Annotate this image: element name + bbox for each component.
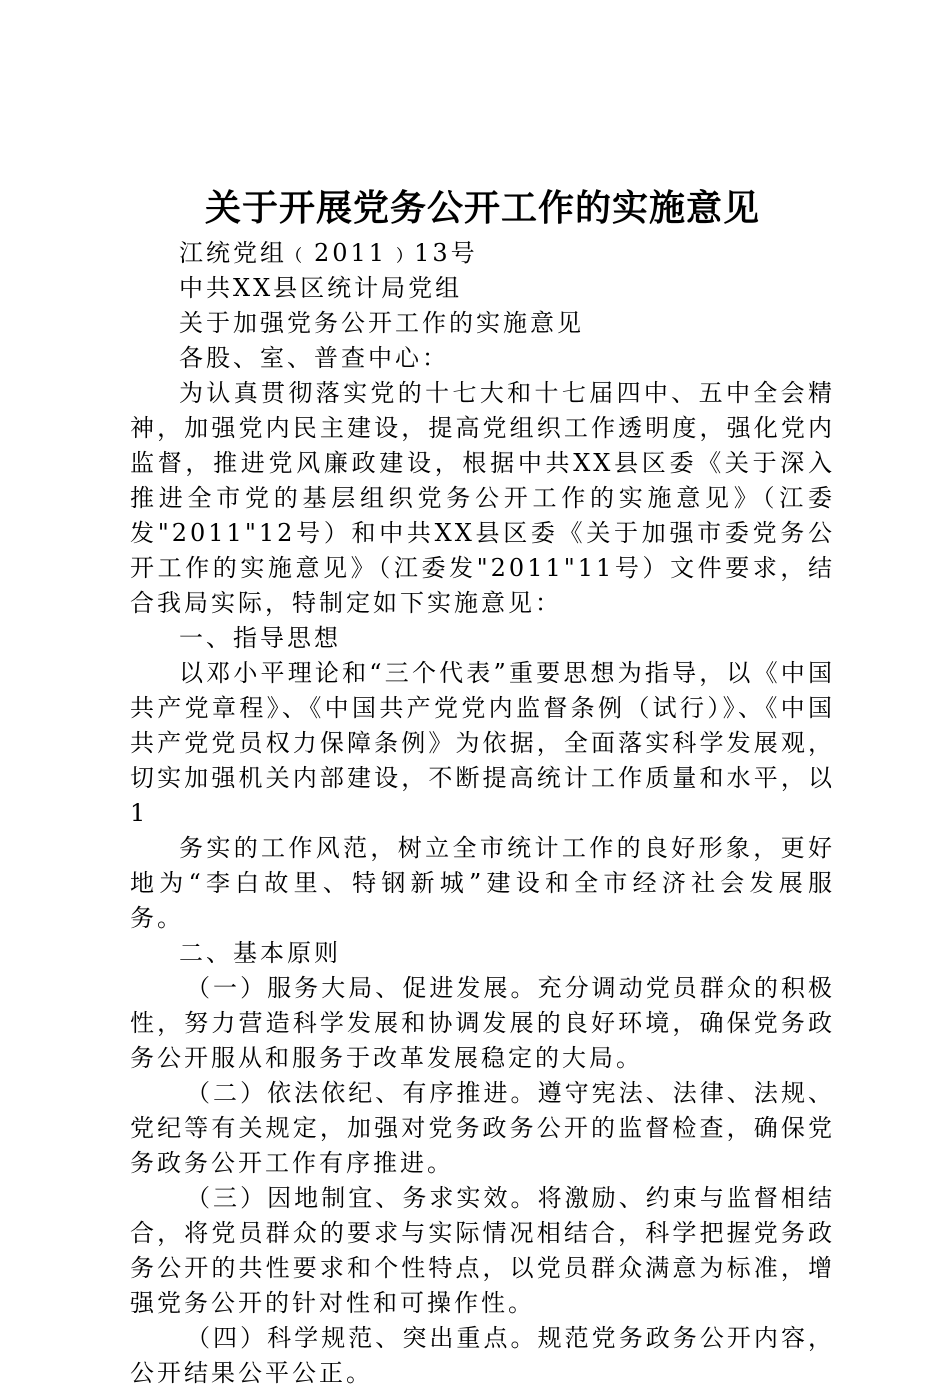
intro-paragraph: 为认真贯彻落实党的十七大和十七届四中、五中全会精神，加强党内民主建设，提高党组织工作透明度，强化党内监督，推进党风廉政建设，根据中共XX县区委《关于深入推进全市党的基层组织党务公开工作的实施意见》（江委发"2011"12号）和中共XX县区委《关于加强市委党务公开工作的实施意见》（江委发"2011"11号）文件要求，结合我局实际，特制定如下实施意见： <box>130 379 835 617</box>
section-heading-basic-principles: 二、基本原则 <box>179 939 341 967</box>
guiding-ideology-paragraph: 以邓小平理论和“三个代表”重要思想为指导，以《中国共产党章程》、《中国共产党党内监督条例（试行）》、《中国共产党党员权力保障条例》为依据，全面落实科学发展观，切实加强机关内部建设，不断提高统计工作质量和水平，以1 <box>130 659 835 827</box>
guiding-ideology-continued: 务实的工作风范，树立全市统计工作的良好形象，更好地为“李白故里、特钢新城”建设和全市经济社会发展服务。 <box>130 834 835 932</box>
principle-3: （三）因地制宜、务求实效。将激励、约束与监督相结合，将党员群众的要求与实际情况相结合，科学把握党务政务公开的共性要求和个性特点，以党员群众满意为标准，增强党务公开的针对性和可操作性。 <box>130 1184 835 1317</box>
issuing-organization: 中共XX县区统计局党组 <box>179 274 463 302</box>
document-number: 江统党组﹙2011﹚13号 <box>179 239 478 267</box>
principle-1: （一）服务大局、促进发展。充分调动党员群众的积极性，努力营造科学发展和协调发展的良好环境，确保党务政务公开服从和服务于改革发展稳定的大局。 <box>130 974 835 1072</box>
section-heading-guiding-ideology: 一、指导思想 <box>179 624 341 652</box>
document-subtitle: 关于加强党务公开工作的实施意见 <box>179 309 584 337</box>
document-title: 关于开展党务公开工作的实施意见 <box>204 188 760 229</box>
principle-4: （四）科学规范、突出重点。规范党务政务公开内容，公开结果公平公正。 <box>130 1324 835 1387</box>
principle-2: （二）依法依纪、有序推进。遵守宪法、法律、法规、党纪等有关规定，加强对党务政务公开的监督检查，确保党务政务公开工作有序推进。 <box>130 1079 835 1177</box>
addressee-line: 各股、室、普查中心： <box>179 344 449 372</box>
document-page <box>130 184 835 1391</box>
